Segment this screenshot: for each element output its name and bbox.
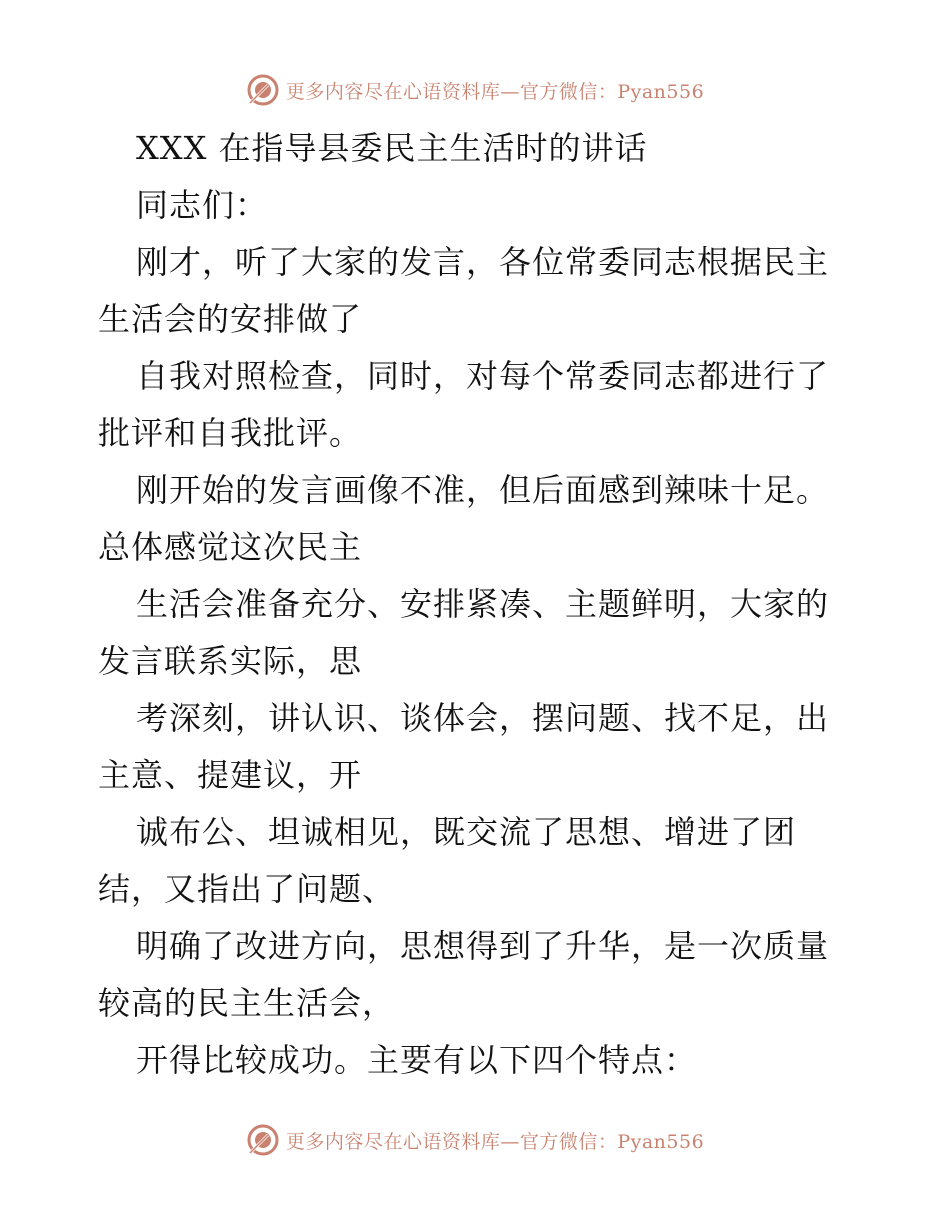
paragraph-line: 自我对照检查，同时，对每个常委同志都进行了 bbox=[136, 357, 830, 395]
watermark-text: 更多内容尽在心语资料库—官方微信：Pyan556 bbox=[285, 1130, 705, 1153]
salutation: 同志们： bbox=[136, 186, 269, 224]
pen-logo-icon bbox=[246, 73, 280, 107]
paragraph-line: 考深刻，讲认识、谈体会，摆问题、找不足，出 bbox=[136, 699, 830, 737]
paragraph-line: 主意、提建议，开 bbox=[98, 756, 363, 794]
paragraph-line: 生活会准备充分、安排紧凑、主题鲜明，大家的 bbox=[136, 585, 830, 623]
pen-logo-icon bbox=[246, 1123, 280, 1157]
paragraph-line: 开得比较成功。主要有以下四个特点： bbox=[136, 1041, 698, 1079]
paragraph-line: 明确了改进方向，思想得到了升华，是一次质量 bbox=[136, 927, 830, 965]
paragraph-line: 结，又指出了问题、 bbox=[98, 870, 396, 908]
document-body bbox=[98, 120, 858, 1089]
header-watermark bbox=[0, 70, 950, 110]
footer-watermark bbox=[0, 1120, 950, 1160]
watermark-text: 更多内容尽在心语资料库—官方微信：Pyan556 bbox=[285, 80, 705, 103]
paragraph-line: 生活会的安排做了 bbox=[98, 300, 363, 338]
document-title: XXX 在指导县委民主生活时的讲话 bbox=[136, 129, 648, 167]
paragraph-line: 刚才，听了大家的发言，各位常委同志根据民主 bbox=[136, 243, 830, 281]
paragraph-line: 较高的民主生活会， bbox=[98, 984, 396, 1022]
paragraph-line: 诚布公、坦诚相见，既交流了思想、增进了团 bbox=[136, 813, 797, 851]
paragraph-line: 总体感觉这次民主 bbox=[98, 528, 363, 566]
paragraph-line: 刚开始的发言画像不准，但后面感到辣味十足。 bbox=[136, 471, 830, 509]
paragraph-line: 批评和自我批评。 bbox=[98, 414, 363, 452]
paragraph-line: 发言联系实际，思 bbox=[98, 642, 363, 680]
